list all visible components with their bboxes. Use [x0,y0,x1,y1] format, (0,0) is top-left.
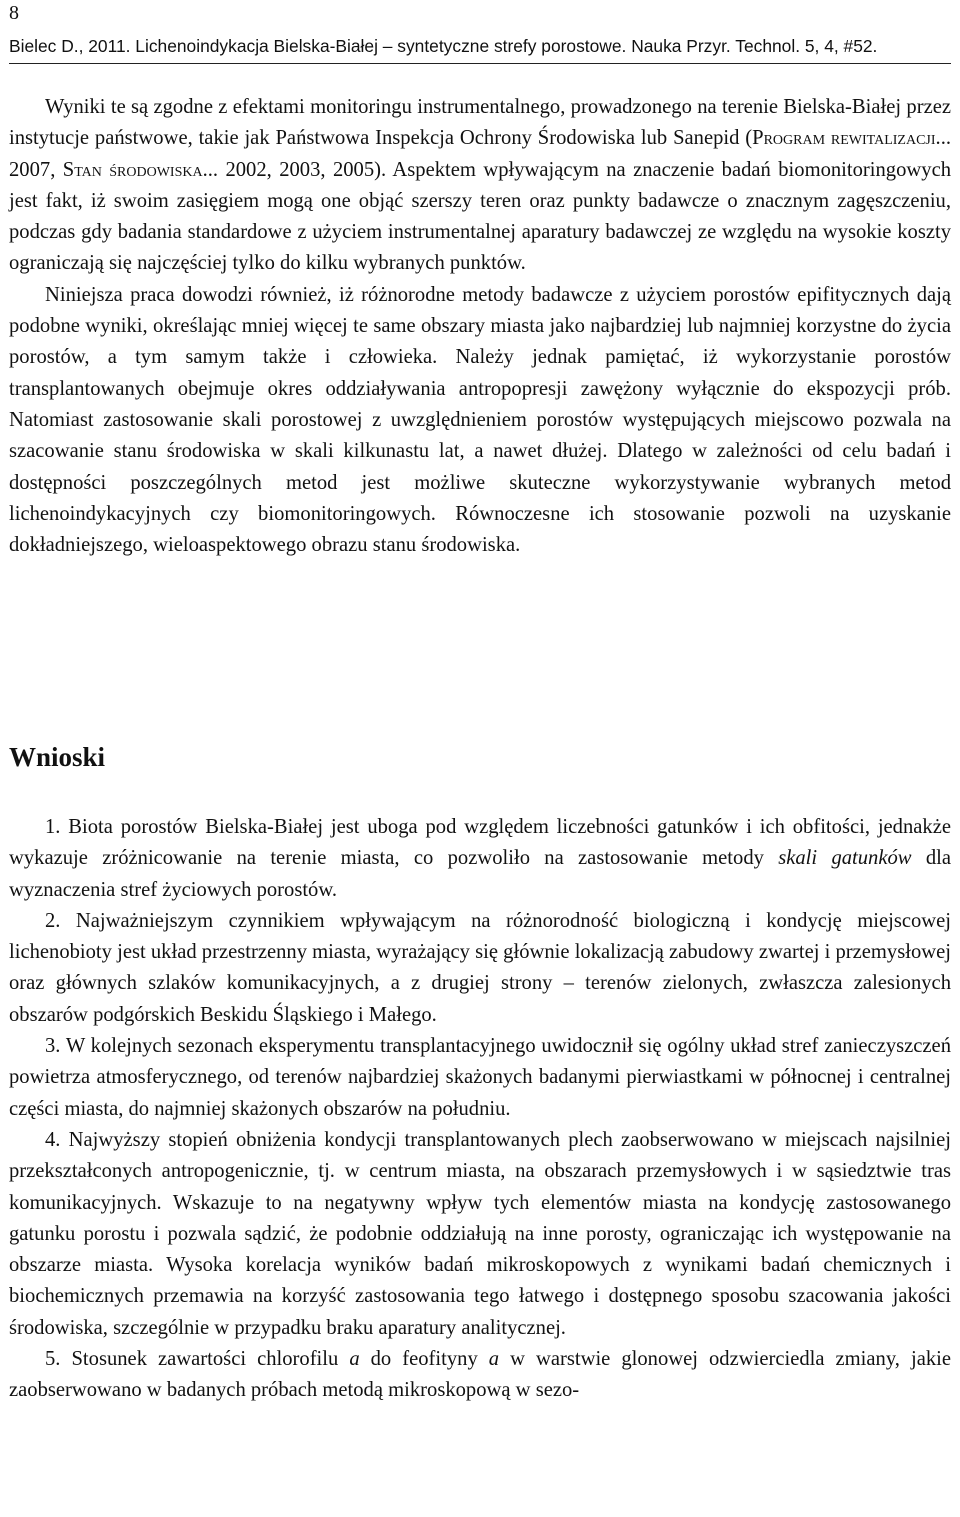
conclusion-1-text-b: dla wyznaczenia stref życiowych porostów. [9,847,951,901]
header-divider [9,63,951,64]
section-heading-wnioski: Wnioski [9,742,106,772]
conclusion-1 [9,812,951,906]
conclusion-2: 2. Najważniejszym czynnikiem wpływającym na różnorodność biologiczną i kondycję miejscowej lichenobioty jest układ przestrzenny miasta, wyrażający się głównie lokalizacją zabudowy zwartej i przemysłowej oraz głównych szlaków komunikacyjnych, a z drugiej strony – terenów zielonych, zwłaszcza zalesionych obszarów podgórskich Beskidu Śląskiego i Małego. [9,909,951,1026]
conclusion-5-italic-a1: a [349,1348,360,1371]
conclusion-1-italic: skali gatunków [778,847,912,870]
paragraph1-part1: Wyniki te są zgodne z efektami monitoringu instrumentalnego, prowadzonego na terenie Bielska-Białej przez instytucje państwowe, takie jak Państwowa Inspekcja Ochrony Środowiska lub Sanepid ( [9,96,951,150]
conclusion-5-text-c: w warstwie glonowej odzwierciedla zmiany, jakie zaobserwowano w badanych próbach metodą mikroskopową w sezo- [9,1348,951,1402]
page-number: 8 [9,2,19,24]
conclusion-5-text-b: do feofityny [359,1348,489,1371]
conclusion-1-text-a: 1. Biota porostów Bielska-Białej jest uboga pod względem liczebności gatunków i ich obfitości, jednakże wykazuje zróżnicowanie na terenie miasta, co pozwoliło na zastosowanie metody [9,816,951,870]
conclusion-3: 3. W kolejnych sezonach eksperymentu transplantacyjnego uwidocznił się ogólny układ stref zanieczyszczeń powietrza atmosferycznego, od terenów najbardziej skażonych badanymi pierwiastkami w północnej i centralnej części miasta, do najmniej skażonych obszarów na południu. [9,1035,951,1120]
paragraph-monitoring [9,92,951,280]
conclusion-4: 4. Najwyższy stopień obniżenia kondycji transplantowanych plech zaobserwowano w miejscach najsilniej przekształconych antropogenicznie, tj. w centrum miasta, na obszarach przemysłowych i w sąsiedztwie tras komunikacyjnych. Wskazuje to na negatywny wpływ tych elementów miasta na kondycję zastosowanego gatunku porostu i pozwala sądzić, że podobnie oddziałują na inne porosty, ograniczając ich występowanie na obszarze miasta. Wysoka korelacja wyników badań mikroskopowych z wynikami badań chemicznych i biochemicznych przemawia na korzyść zastosowania tego łatwego i dostępnego sposobu szacowania jakości środowiska, szczególnie w przypadku braku aparatury analitycznej. [9,1128,951,1339]
citation-stan-srodowiska: Stan środowiska [62,158,203,181]
discussion-text [9,92,951,561]
paragraph-methods: Niniejsza praca dowodzi również, iż różnorodne metody badawcze z użyciem porostów epifitycznych dają podobne wyniki, określając mniej więcej te same obszary miasta jako najbardziej lub najmniej korzystne do życia porostów, a tym samym także i człowieka. Należy jednak pamiętać, iż wykorzystanie porostów transplantowanych obejmuje okres oddziaływania antropopresji zawężony wyłącznie do ekspozycji prób. Natomiast zastosowanie skali porostowej z uwzględnieniem porostów występujących miejscowo pozwala na szacowanie stanu środowiska w skali kilkunastu lat, a nawet dłużej. Dlatego w zależności od celu badań i dostępności poszczególnych metod jest możliwe skuteczne wykorzystywanie wybranych metod lichenoindykacyjnych czy biomonitoringowych. Równoczesne ich stosowanie pozwoli na uzyskanie dokładniejszego, wieloaspektowego obrazu stanu środowiska. [9,283,951,557]
running-header-citation: Bielec D., 2011. Lichenoindykacja Bielska-Białej – syntetyczne strefy porostowe. Nauka Przyr. Technol. 5, 4, #52. [9,36,878,56]
conclusions-list [9,812,951,1407]
paragraph1-part2: ... 2007, [9,127,951,181]
paragraph1-part3: ... 2002, 2003, 2005). Aspektem wpływającym na znaczenie badań biomonitoringowych jest fakt, iż swoim zasięgiem mogą one objąć szerszy teren oraz punkty badawcze o znacznym zagęszczeniu, podczas gdy badania standardowe z użyciem instrumentalnej aparatury badawczej ze względu na wysokie koszty ograniczają się najczęściej tylko do kilku wybranych punktów. [9,158,952,275]
conclusion-5-italic-a2: a [488,1348,500,1371]
citation-program-rewitalizacji: Program rewitalizacji [752,127,936,150]
conclusion-5 [9,1344,951,1407]
conclusion-5-text-a: 5. Stosunek zawartości chlorofilu [45,1348,350,1371]
